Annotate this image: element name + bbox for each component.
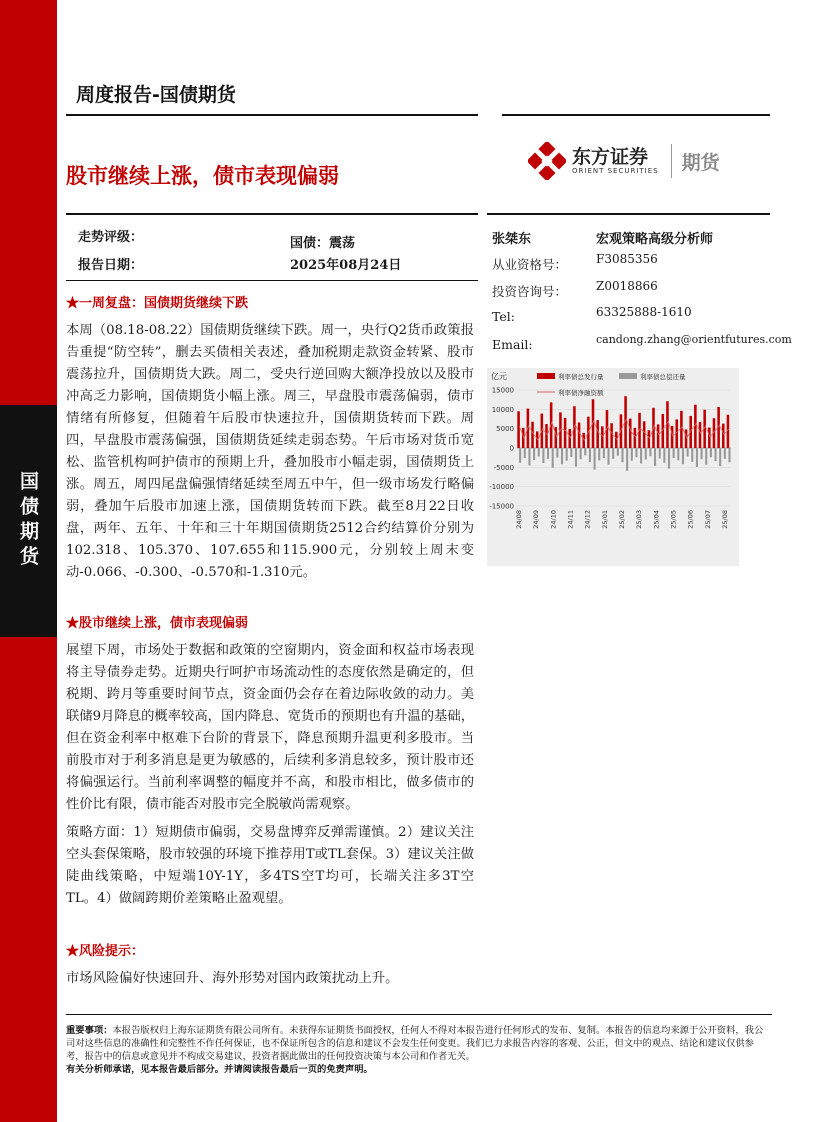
bar-repay [556, 448, 558, 458]
bar-repay [728, 448, 730, 462]
disclaimer-text: 本报告版权归上海东证期货有限公司所有。未获得东证期货书面授权，任何人不得对本报告进行任何形式的发布、复制。本报告的信息均来源于公开资料，我公司对这些信息的准确性和完整性不作任何保证，也不保证所包含的信息和建议不会发生任何变更。我们已力求报告内容的客观、公正，但文中的观点、结论和建议仅供参考，报告中的信息或意见并不构成交易建议，投资者据此做出的任何投资决策与本公司和作者无关。 [66, 1025, 764, 1062]
section-title-weekly-review: ★一周复盘：国债期货继续下跌 [66, 296, 249, 311]
analyst-commitment: 有关分析师承诺，见本报告最后部分。并请阅读报告最后一页的免责声明。 [66, 1064, 373, 1075]
bar-repay [724, 448, 726, 459]
chart-background [487, 368, 739, 566]
bar-repay [598, 448, 600, 460]
x-tick-label: 25/05 [669, 510, 678, 529]
x-tick-label: 25/04 [652, 510, 661, 529]
bar-repay [682, 448, 684, 464]
bar-repay [705, 448, 707, 465]
bar-repay [570, 448, 572, 457]
bar-issue [545, 424, 548, 448]
header-rule-left [66, 114, 478, 116]
analyst-name: 张桀东 [492, 232, 532, 247]
trend-rating-value: 国债：震荡 [290, 236, 356, 251]
analyst-consult-value: Z0018866 [596, 279, 658, 293]
bar-repay [645, 448, 647, 460]
logo-name-en: ORIENT SECURITIES [572, 167, 659, 175]
bar-repay [677, 448, 679, 460]
bar-issue [722, 424, 725, 448]
bar-issue [699, 422, 702, 448]
bar-repay [617, 448, 619, 456]
y-tick-label: 5000 [496, 425, 514, 434]
header-rule-right [502, 114, 770, 116]
meta-bottom-rule [66, 280, 478, 281]
analyst-title: 宏观策略高级分析师 [596, 232, 714, 247]
logo-unit: 期货 [681, 151, 720, 174]
bar-repay [659, 448, 661, 458]
bar-repay [542, 448, 544, 463]
bar-repay [687, 448, 689, 457]
bar-repay [528, 448, 530, 465]
x-tick-label: 24/11 [566, 510, 575, 529]
x-tick-label: 25/06 [686, 510, 695, 529]
bar-repay [547, 448, 549, 459]
bar-repay [701, 448, 703, 459]
bar-repay [607, 448, 609, 465]
bar-repay [621, 448, 623, 462]
bar-issue [629, 419, 632, 448]
x-tick-label: 24/08 [515, 510, 523, 529]
paragraph: 策略方面：1）短期债市偏弱，交易盘博弈反弹需谨慎。2）建议关注空头套保策略，股市较强的环境下推荐用T或TL套保。3）建议关注做陡曲线策略，中短端10Y-1Y，多4TS空T均可，长端关注多3T空TL。4）做阔跨期价差策略止盈观望。 [66, 825, 474, 906]
logo-name-cn: 东方证券 [572, 146, 649, 168]
report-date-value: 2025年08月24日 [290, 258, 402, 273]
bar-issue [610, 423, 613, 448]
bar-issue [555, 427, 558, 448]
bar-issue [685, 429, 688, 448]
bar-issue [648, 430, 651, 448]
y-tick-label: 0 [509, 444, 514, 453]
bar-issue [578, 422, 581, 448]
legend-issue: 利率债总发行量 [558, 373, 604, 381]
legend-swatch-repay [619, 373, 637, 379]
meta-rule-left [66, 213, 478, 215]
bar-repay [580, 448, 582, 459]
bar-issue [657, 424, 660, 448]
y-tick-label: -10000 [489, 483, 514, 492]
paragraph: 本周（08.18-08.22）国债期货继续下跌。周一，央行Q2货币政策报告重提“防空转”，删去买债相关表述，叠加税期走款资金转紧、股市震荡拉升，国债期货大跌。周二，受央行逆回购大额净投放以及股市冲高乏力影响，国债期货小幅上涨。周三，早盘股市震荡偏弱，债市情绪有所修复，但随着午后股市快速拉升，国债期货转而下跌。周四，早盘股市震荡偏强，国债期货延续走弱态势。午后市场对货币宽松、监管机构呵护债市的预期上升，叠加股市小幅走弱，国债期货上涨。周五，周四尾盘偏强情绪延续至周五中午，但一级市场发行略偏弱，叠加午后股市加速上涨，国债期货转而下跌。截至8月22日收盘，两年、五年、十年和三十年期国债期货2512合约结算价分别为102.318、105.370、107.655和115.900元，分别较上周末变动-0.066、-0.300、-0.570和-1.310元。 [66, 323, 474, 580]
analyst-tel-label: Tel: [492, 309, 515, 324]
bar-issue [517, 411, 520, 448]
bar-issue [708, 428, 711, 448]
orient-logo-icon [528, 142, 566, 180]
bar-repay [612, 448, 614, 459]
company-logo [528, 142, 720, 180]
bar-repay [603, 448, 605, 458]
x-tick-label: 24/12 [583, 510, 592, 529]
bar-repay [719, 448, 721, 466]
bar-repay [561, 448, 563, 464]
bar-repay [594, 448, 596, 470]
bar-repay [640, 448, 642, 463]
x-tick-label: 25/01 [600, 510, 609, 529]
trend-rating-label: 走势评级： [78, 230, 144, 245]
chart-unit-label: 亿元 [491, 372, 507, 381]
bond-issuance-chart [487, 368, 739, 566]
footer-rule [66, 1014, 772, 1015]
x-tick-label: 25/03 [635, 510, 644, 529]
bar-repay [714, 448, 716, 461]
bar-repay [668, 448, 670, 468]
x-tick-label: 24/09 [532, 510, 541, 529]
bar-issue [634, 428, 637, 448]
bar-repay [524, 448, 526, 458]
side-category-block [0, 405, 57, 637]
analyst-email-label: Email: [492, 337, 533, 352]
bar-issue [601, 426, 604, 448]
bar-repay [552, 448, 554, 468]
report-date-label: 报告日期： [78, 258, 144, 273]
bar-issue [643, 421, 646, 448]
y-tick-label: -5000 [493, 463, 514, 472]
bar-repay [533, 448, 535, 460]
bar-repay [631, 448, 633, 461]
section-body-weekly-review [66, 320, 474, 584]
bar-issue [680, 411, 683, 448]
y-tick-label: 15000 [491, 386, 514, 395]
bar-repay [635, 448, 637, 457]
x-tick-label: 25/07 [703, 510, 712, 529]
analyst-tel-value: 63325888-1610 [596, 305, 692, 319]
analyst-email-value: candong.zhang@orientfutures.com [596, 333, 792, 346]
bar-issue [596, 420, 599, 448]
bar-repay [696, 448, 698, 467]
legend-swatch-issue [537, 373, 555, 379]
section-body-risk [66, 968, 474, 990]
meta-rule-right [487, 213, 770, 215]
section-title-outlook: ★股市继续上涨，债市表现偏弱 [66, 616, 249, 631]
analyst-license-label: 从业资格号： [492, 257, 568, 272]
bar-repay [710, 448, 712, 457]
paragraph: 展望下周，市场处于数据和政策的空窗期内，资金面和权益市场表现将主导债券走势。近期央行呵护市场流动性的态度依然是确定的，但税期、跨月等重要时间节点，资金面仍会存在着边际收敛的动力。美联储9月降息的概率较高，国内降息、宽货币的预期也有升温的基础，但在资金利率中枢难下台阶的背景下，降息预期升温更利多股市。当前股市对于利多消息是更为敏感的，后续利多消息较多，预计股市还将偏强运行。当前利率调整的幅度并不高，和股市相比，做多债市的性价比有限，债市能否对股市完全脱敏尚需观察。 [66, 643, 474, 812]
analyst-consult-label: 投资咨询号： [492, 284, 568, 299]
section-body-outlook [66, 640, 474, 910]
bar-repay [654, 448, 656, 466]
x-tick-label: 25/08 [721, 510, 729, 529]
paragraph: 市场风险偏好快速回升、海外形势对国内政策扰动上升。 [66, 971, 399, 986]
bar-issue [671, 426, 674, 448]
legend-net: 利率债净融资额 [558, 389, 604, 397]
legend-repay: 利率债总偿还量 [640, 373, 686, 381]
y-tick-label: -15000 [489, 502, 514, 511]
logo-divider [671, 144, 672, 178]
bar-repay [649, 448, 651, 456]
bar-repay [538, 448, 540, 457]
bar-repay [566, 448, 568, 461]
page-title: 股市继续上涨，债市表现偏弱 [66, 164, 339, 188]
bar-repay [589, 448, 591, 462]
bar-repay [584, 448, 586, 455]
bar-issue [531, 422, 534, 448]
side-category-label: 国债期货 [17, 471, 39, 571]
analyst-license-value: F3085356 [596, 252, 658, 266]
y-tick-label: 10000 [491, 405, 514, 414]
bar-repay [575, 448, 577, 467]
x-tick-label: 24/10 [549, 510, 558, 529]
bar-repay [626, 448, 628, 471]
bar-repay [519, 448, 521, 463]
footer-disclaimer [66, 1024, 772, 1076]
report-type: 周度报告-国债期货 [76, 84, 236, 106]
bar-repay [673, 448, 675, 458]
section-title-risk: ★风险提示： [66, 944, 145, 959]
bar-repay [663, 448, 665, 463]
bar-issue [564, 418, 567, 448]
bar-repay [691, 448, 693, 462]
disclaimer-label: 重要事项： [66, 1025, 113, 1036]
x-tick-label: 25/02 [618, 510, 626, 529]
